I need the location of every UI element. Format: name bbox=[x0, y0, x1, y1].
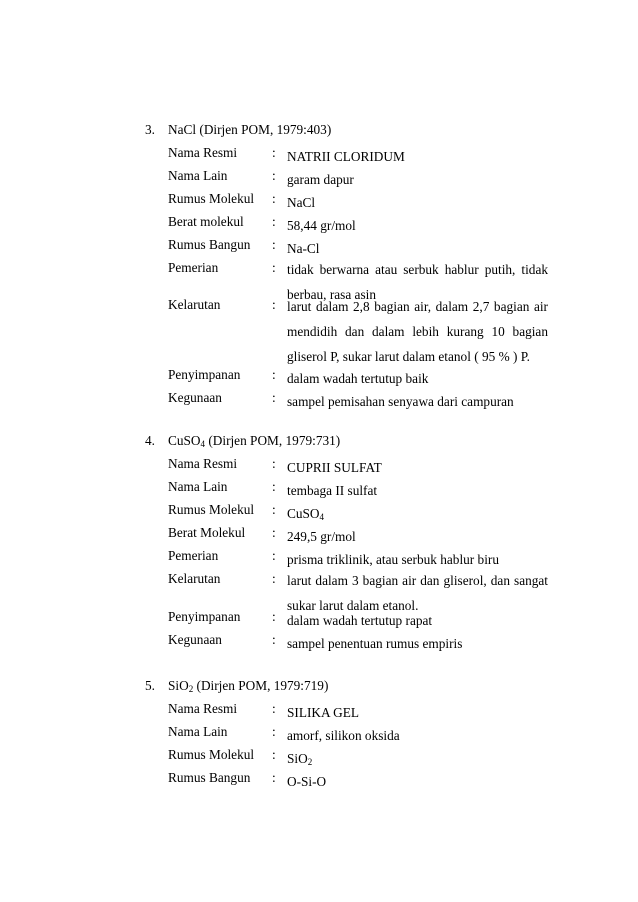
colon: : bbox=[272, 502, 276, 517]
property-value: sampel penentuan rumus empiris bbox=[287, 636, 463, 651]
colon: : bbox=[272, 191, 276, 206]
property-value: amorf, silikon oksida bbox=[287, 728, 400, 743]
property-label: Kegunaan bbox=[168, 632, 222, 647]
property-value-subscript: 4 bbox=[319, 512, 325, 522]
colon: : bbox=[272, 390, 276, 405]
property-label: Rumus Bangun bbox=[168, 237, 251, 252]
heading-formula-subscript: 4 bbox=[200, 439, 206, 449]
colon: : bbox=[272, 609, 276, 624]
property-value: dalam wadah tertutup baik bbox=[287, 371, 429, 386]
colon: : bbox=[272, 237, 276, 252]
heading-formula: CuSO bbox=[168, 433, 201, 448]
property-label: Kegunaan bbox=[168, 390, 222, 405]
property-value: tembaga II sulfat bbox=[287, 483, 378, 498]
colon: : bbox=[272, 168, 276, 183]
property-value: 249,5 gr/mol bbox=[287, 529, 356, 544]
colon: : bbox=[272, 747, 276, 762]
section-number: 3. bbox=[145, 122, 155, 137]
property-label: Pemerian bbox=[168, 260, 219, 275]
colon: : bbox=[272, 479, 276, 494]
property-value: sampel pemisahan senyawa dari campuran bbox=[287, 394, 514, 409]
heading-formula: NaCl bbox=[168, 122, 197, 137]
colon: : bbox=[272, 214, 276, 229]
colon: : bbox=[272, 260, 276, 275]
property-label: Penyimpanan bbox=[168, 367, 241, 382]
property-label: Nama Resmi bbox=[168, 456, 238, 471]
colon: : bbox=[272, 548, 276, 563]
colon: : bbox=[272, 770, 276, 785]
property-value: NaCl bbox=[287, 195, 316, 210]
property-value: Na-Cl bbox=[287, 241, 320, 256]
property-label: Rumus Molekul bbox=[168, 747, 255, 762]
property-label: Kelarutan bbox=[168, 297, 221, 312]
colon: : bbox=[272, 525, 276, 540]
property-label: Berat Molekul bbox=[168, 525, 246, 540]
colon: : bbox=[272, 632, 276, 647]
property-value: NATRII CLORIDUM bbox=[287, 149, 405, 164]
property-label: Rumus Molekul bbox=[168, 191, 255, 206]
property-label: Penyimpanan bbox=[168, 609, 241, 624]
section-number: 4. bbox=[145, 433, 155, 448]
colon: : bbox=[272, 297, 276, 312]
property-label: Nama Resmi bbox=[168, 701, 238, 716]
property-label: Kelarutan bbox=[168, 571, 221, 586]
property-label: Berat molekul bbox=[168, 214, 244, 229]
property-value: larut dalam 3 bagian air dan gliserol, dan sangat sukar larut dalam etanol. bbox=[287, 573, 548, 613]
property-value: SiO bbox=[287, 751, 308, 766]
colon: : bbox=[272, 571, 276, 586]
heading-formula: SiO bbox=[168, 678, 189, 693]
property-label: Nama Resmi bbox=[168, 145, 238, 160]
heading-reference: (Dirjen POM, 1979:731) bbox=[205, 433, 341, 448]
colon: : bbox=[272, 367, 276, 382]
section-number: 5. bbox=[145, 678, 155, 693]
heading-reference: (Dirjen POM, 1979:403) bbox=[196, 122, 332, 137]
heading-formula-subscript: 2 bbox=[188, 684, 194, 694]
property-value: CuSO bbox=[287, 506, 320, 521]
property-value: 58,44 gr/mol bbox=[287, 218, 356, 233]
property-label: Pemerian bbox=[168, 548, 219, 563]
property-label: Rumus Molekul bbox=[168, 502, 255, 517]
colon: : bbox=[272, 456, 276, 471]
colon: : bbox=[272, 724, 276, 739]
colon: : bbox=[272, 145, 276, 160]
property-value: prisma triklinik, atau serbuk hablur biru bbox=[287, 552, 499, 567]
property-value: tidak berwarna atau serbuk hablur putih, tidak berbau, rasa asin bbox=[287, 262, 548, 302]
property-value: garam dapur bbox=[287, 172, 354, 187]
property-label: Rumus Bangun bbox=[168, 770, 251, 785]
heading-reference: (Dirjen POM, 1979:719) bbox=[193, 678, 329, 693]
property-label: Nama Lain bbox=[168, 479, 228, 494]
property-value: CUPRII SULFAT bbox=[287, 460, 382, 475]
property-value: SILIKA GEL bbox=[287, 705, 360, 720]
property-value: O-Si-O bbox=[287, 774, 327, 789]
property-value-subscript: 2 bbox=[307, 757, 313, 767]
property-label: Nama Lain bbox=[168, 724, 228, 739]
property-value: larut dalam 2,8 bagian air, dalam 2,7 bagian air mendidih dan dalam lebih kurang 10 bagian gliserol P, sukar larut dalam etanol ( 95 % ) P. bbox=[287, 299, 548, 364]
property-label: Nama Lain bbox=[168, 168, 228, 183]
colon: : bbox=[272, 701, 276, 716]
property-value: dalam wadah tertutup rapat bbox=[287, 613, 433, 628]
